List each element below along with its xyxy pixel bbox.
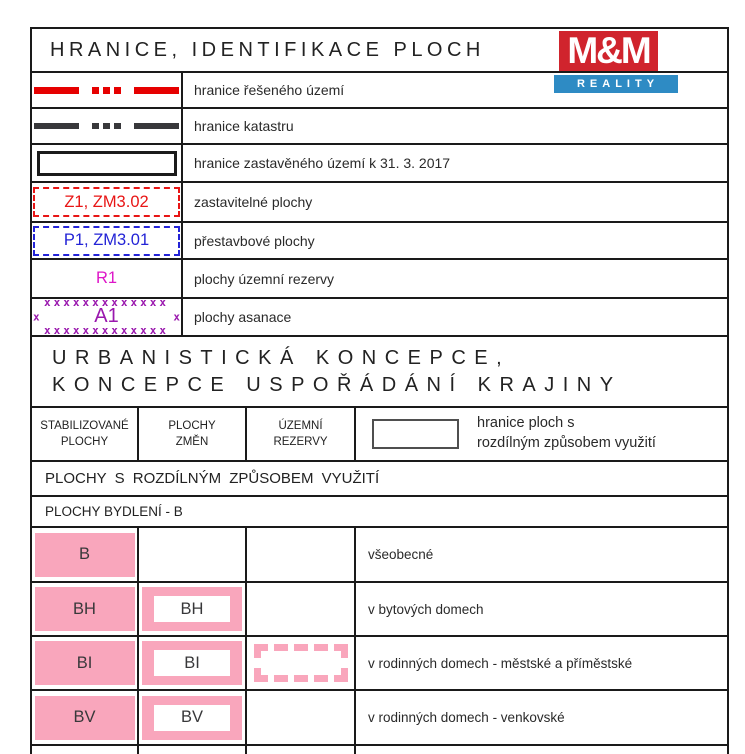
- legend-row-zastavitelne: [32, 183, 727, 223]
- label-text: plochy asanace: [194, 309, 292, 325]
- label-text: plochy územní rezervy: [194, 270, 335, 287]
- mm-reality-logo-mark: [559, 31, 658, 71]
- gray-rectangle-symbol: [372, 419, 459, 449]
- subsection-title: PLOCHY S ROZDÍLNÝM ZPŮSOBEM VYUŽITÍ: [45, 470, 380, 487]
- column-header-stabilizovane: [32, 408, 139, 460]
- legend-label: [183, 109, 727, 143]
- area-code: BV: [73, 708, 96, 726]
- stabilized-cell: [32, 691, 139, 744]
- area-row-BH: [32, 583, 727, 637]
- hatch-row-top: xxxxxxxxxxxxx: [43, 296, 170, 309]
- column-header-row: [32, 408, 727, 462]
- header-line: ZMĚN: [175, 436, 209, 448]
- hatch-left: x: [33, 310, 40, 324]
- symbol-cell: [32, 73, 183, 107]
- pink-filled-box: [35, 587, 135, 631]
- area-code: BH: [180, 599, 204, 618]
- header-line: PLOCHY: [168, 419, 216, 432]
- area-code: BH: [73, 599, 96, 618]
- changes-cell: [139, 691, 247, 744]
- area-code: Z1, ZM3.02: [64, 192, 149, 211]
- dot: [103, 87, 110, 94]
- area-code: BI: [184, 653, 200, 672]
- stabilized-cell: [32, 637, 139, 689]
- pink-filled-box: [35, 641, 135, 685]
- header-line: STABILIZOVANÉ: [40, 419, 129, 432]
- legend-label: [183, 183, 727, 221]
- stabilized-cell: [32, 583, 139, 635]
- pink-outlined-box-inner: [154, 705, 230, 731]
- area-code: BV: [180, 708, 203, 726]
- legend-row-rezervy: [32, 260, 727, 299]
- boundary-legend-cell: [356, 408, 727, 460]
- boundary-legend-label: [477, 414, 656, 453]
- dot: [92, 87, 99, 94]
- legend-label: [183, 145, 727, 181]
- symbol-cell: [32, 296, 183, 337]
- legend-row-prestavbove: [32, 223, 727, 260]
- area-label: [356, 746, 727, 754]
- pink-outlined-box: [142, 587, 242, 631]
- reserve-cell: [247, 637, 356, 689]
- changes-cell: [139, 583, 247, 635]
- area-row-BV: [32, 691, 727, 746]
- pink-filled-box: [35, 533, 135, 577]
- label-line: rozdílným způsobem využití: [477, 435, 656, 451]
- changes-cell: [139, 746, 247, 754]
- area-label: [356, 691, 727, 744]
- label-text: všeobecné: [368, 547, 434, 562]
- section2-title-line1: URBANISTICKÁ KONCEPCE,: [52, 347, 511, 370]
- x-hatch-box-symbol: [32, 296, 181, 337]
- subsection-header-vyuziti: [32, 462, 727, 497]
- section1-title: HRANICE, IDENTIFIKACE PLOCH: [50, 38, 485, 61]
- hatch-right: x: [173, 310, 180, 324]
- dot: [92, 123, 99, 129]
- area-code: B: [78, 545, 90, 563]
- magenta-code-symbol: R1: [95, 269, 118, 287]
- legend-table: [30, 27, 729, 754]
- symbol-cell: [32, 260, 183, 297]
- pink-outlined-box-inner: [154, 596, 230, 622]
- label-line: hranice ploch s: [477, 415, 575, 432]
- logo-reality-text: REALITY: [576, 78, 660, 90]
- red-boundary-line-symbol: [34, 87, 179, 94]
- reserve-cell: [247, 583, 356, 635]
- changes-cell: [139, 637, 247, 689]
- reserve-cell: [247, 746, 356, 754]
- area-code: P1, ZM3.01: [63, 231, 150, 249]
- section2-title-row: [32, 337, 727, 408]
- hatch-row-bottom: xxxxxxxxxxxxx: [43, 324, 170, 337]
- label-text: v bytových domech: [368, 601, 484, 617]
- legend-label: [183, 260, 727, 297]
- area-label: [356, 583, 727, 635]
- label-text: přestavbové plochy: [194, 232, 315, 249]
- area-label: [356, 528, 727, 581]
- legend-row-katastr: [32, 109, 727, 145]
- legend-row-zastavene-uzemi: [32, 145, 727, 183]
- pink-outlined-box-inner: [154, 650, 230, 676]
- dark-boundary-line-symbol: [34, 123, 179, 129]
- symbol-cell: [32, 223, 183, 258]
- subsection-title: PLOCHY BYDLENÍ - B: [45, 504, 183, 519]
- black-rectangle-symbol: [37, 151, 177, 176]
- changes-cell: [139, 528, 247, 581]
- label-text: hranice katastru: [194, 118, 294, 134]
- legend-label: [183, 299, 727, 335]
- symbol-cell: [32, 145, 183, 181]
- dot: [114, 123, 121, 129]
- label-text: zastavitelné plochy: [194, 194, 313, 210]
- dot: [103, 123, 110, 129]
- pink-outlined-box: [142, 641, 242, 685]
- dash: [134, 123, 179, 129]
- area-code: A1: [94, 305, 119, 328]
- label-text: hranice řešeného území: [194, 82, 345, 98]
- reserve-cell: [247, 691, 356, 744]
- legend-row-asanace: [32, 296, 727, 337]
- header-line: REZERVY: [273, 436, 328, 448]
- area-row-B: [32, 528, 727, 583]
- dash: [34, 87, 79, 94]
- stabilized-cell: [32, 528, 139, 581]
- dot: [114, 87, 121, 94]
- column-header-zmen: [139, 408, 247, 460]
- header-line: PLOCHY: [60, 436, 109, 448]
- header-line: ÚZEMNÍ: [278, 419, 323, 432]
- section2-title-line2: KONCEPCE USPOŘÁDÁNÍ KRAJINY: [52, 373, 622, 396]
- logo-mm-text: M&M: [567, 31, 650, 71]
- mm-reality-logo-banner: [554, 75, 678, 93]
- dash: [134, 87, 179, 94]
- column-header-rezervy: [247, 408, 356, 460]
- stabilized-cell: [32, 746, 139, 754]
- pink-outlined-box: [142, 696, 242, 740]
- next-row-partial: [32, 746, 727, 754]
- reserve-cell: [247, 528, 356, 581]
- label-text: v rodinných domech - městské a příměstské: [368, 655, 633, 671]
- label-text: v rodinných domech - venkovské: [368, 710, 565, 725]
- dash: [34, 123, 79, 129]
- blue-dashed-box-symbol: [33, 226, 180, 256]
- section2-title: [32, 337, 622, 406]
- area-code: BI: [76, 653, 93, 672]
- legend-label: [183, 223, 727, 258]
- pink-dashed-box: [254, 644, 348, 682]
- pink-filled-box: [35, 696, 135, 740]
- subsection-header-bydleni: [32, 497, 727, 528]
- red-dashed-box-symbol: [33, 187, 180, 217]
- symbol-cell: [32, 109, 183, 143]
- symbol-cell: [32, 183, 183, 221]
- area-row-BI: [32, 637, 727, 691]
- area-label: [356, 637, 727, 689]
- label-text: hranice zastavěného území k 31. 3. 2017: [194, 155, 451, 171]
